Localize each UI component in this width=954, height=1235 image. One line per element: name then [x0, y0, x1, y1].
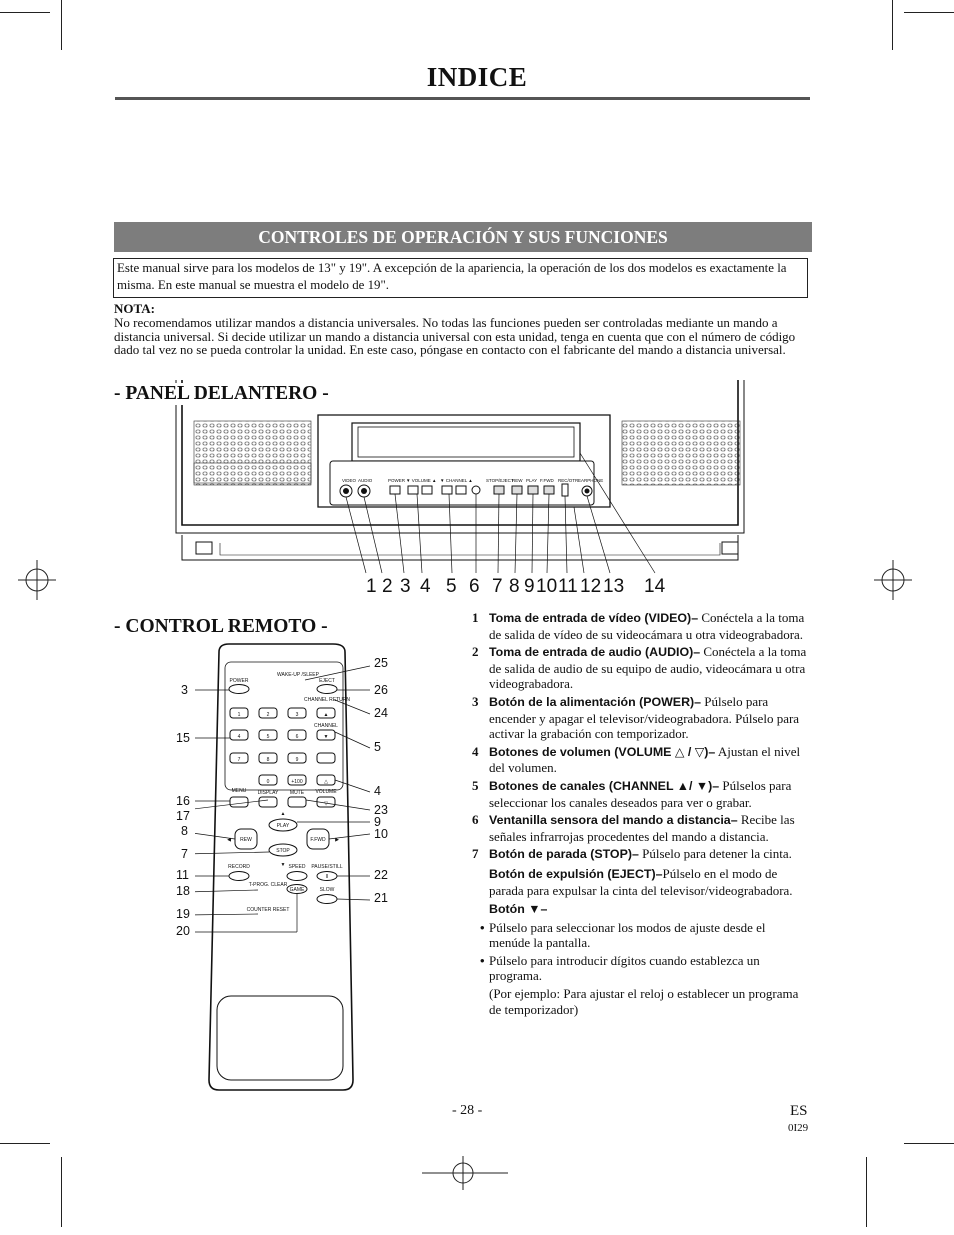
- svg-text:9: 9: [295, 757, 299, 763]
- panel-number: 3: [400, 576, 411, 597]
- remote-label-speed: SPEED: [288, 864, 306, 870]
- svg-text:▲: ▲: [323, 712, 329, 718]
- svg-text:0: 0: [266, 779, 270, 785]
- svg-text:5: 5: [266, 734, 270, 740]
- remote-number: 22: [374, 868, 388, 882]
- crop-mark: [904, 1143, 954, 1144]
- remote-number: 3: [181, 683, 188, 697]
- remote-number: 25: [374, 656, 388, 670]
- page-title: INDICE: [426, 62, 528, 92]
- remote-number: 24: [374, 706, 388, 720]
- panel-number: 5: [446, 576, 457, 597]
- list-item: 2 Toma de entrada de audio (AUDIO)– Conéctela a la toma de salida de audio de su equipo de audio, videocámara u otra videograbadora.: [472, 644, 807, 692]
- remote-heading: - CONTROL REMOTO -: [114, 616, 328, 637]
- panel-label-audio: AUDIO: [358, 478, 373, 483]
- remote-label-tprog: T-PROG. CLEAR: [248, 882, 288, 888]
- panel-label-rew: REW: [512, 478, 523, 483]
- svg-text:◀: ◀: [227, 837, 231, 843]
- svg-text:II: II: [325, 874, 329, 880]
- crop-mark: [61, 0, 62, 50]
- svg-text:3: 3: [295, 712, 299, 718]
- language-code: ES: [790, 1103, 808, 1119]
- remote-label-menu: MENU: [231, 788, 247, 794]
- panel-number: 2: [382, 576, 393, 597]
- nota-text: No recomendamos utilizar mandos a distancia universales. No todas las funciones pueden ser controladas mediante un mando a distancia universal. Si decide utilizar un mando a distancia universal con esta unidad, tenga en cuenta que con el número de código dado tal vez no se pueda controlar la unidad. En este caso, póngase en contacto con el fabricante del mando a distancia universal.: [114, 315, 796, 358]
- section-title: CONTROLES DE OPERACIÓN Y SUS FUNCIONES: [114, 222, 812, 252]
- remote-label-ffwd: F.FWD: [310, 837, 326, 843]
- example-note: (Por ejemplo: Para ajustar el reloj o establecer un programa de temporizador): [489, 986, 799, 1017]
- svg-text:▶: ▶: [335, 837, 339, 843]
- page-number: - 28 -: [452, 1103, 483, 1118]
- remote-number: 5: [374, 740, 381, 754]
- remote-number: 7: [181, 847, 188, 861]
- bullet-item: • Púlselo para introducir dígitos cuando establezca un programa.: [480, 952, 760, 984]
- list-item: 3 Botón de la alimentación (POWER)– Púlselo para encender y apagar el televisor/videograbadora. Púlselo para activar la grabación con temporizador.: [472, 693, 800, 742]
- remote-label-slow: SLOW: [319, 887, 335, 893]
- remote-number: 4: [374, 784, 381, 798]
- front-panel-illustration: [160, 375, 760, 575]
- list-item: 6 Ventanilla sensora del mando a distancia– Recibe las señales infrarrojas procedentes del mando a distancia.: [472, 812, 795, 844]
- list-item: 1 Toma de entrada de vídeo (VIDEO)– Conéctela a la toma de salida de vídeo de su videocámara u otra videograbadora.: [472, 610, 805, 642]
- remote-label-display: DISPLAY: [257, 790, 279, 796]
- crop-mark: [892, 0, 893, 50]
- remote-number: 15: [176, 731, 190, 745]
- registration-mark-left: [14, 560, 60, 600]
- remote-number: 16: [176, 794, 190, 808]
- remote-number: 10: [374, 827, 388, 841]
- remote-label-eject: EJECT: [319, 678, 335, 684]
- crop-mark: [904, 12, 954, 13]
- remote-label-counter: COUNTER RESET: [246, 907, 290, 913]
- svg-text:4: 4: [237, 734, 241, 740]
- remote-label-play: PLAY: [276, 823, 290, 829]
- remote-label-mute: MUTE: [289, 790, 305, 796]
- svg-text:▼: ▼: [323, 734, 329, 740]
- panel-label-stop-eject: STOP/EJECT: [486, 478, 514, 483]
- panel-label-power: POWER: [388, 478, 406, 483]
- panel-label-channel: ▼ CHANNEL ▲: [440, 478, 473, 483]
- panel-label-video: VIDEO: [342, 478, 357, 483]
- panel-number: 14: [644, 576, 666, 597]
- bullet-item: • Púlselo para seleccionar los modos de ajuste desde el menúde la pantalla.: [480, 919, 766, 951]
- intro-box: Este manual sirve para los modelos de 13" y 19". A excepción de la apariencia, la operación de los dos modelos es exactamente la misma. En este manual se muestra el modelo de 19".: [113, 258, 808, 298]
- remote-label-channel-return: CHANNEL RETURN: [304, 697, 350, 703]
- remote-label-wakeup: WAKE-UP /SLEEP: [277, 672, 319, 678]
- panel-label-volume: ▼ VOLUME ▲: [406, 478, 437, 483]
- panel-number: 6: [469, 576, 480, 597]
- document-code: 0I29: [788, 1122, 809, 1134]
- svg-text:8: 8: [266, 757, 270, 763]
- function-list: [472, 610, 807, 1017]
- crop-mark: [61, 1157, 62, 1227]
- svg-text:6: 6: [295, 734, 299, 740]
- panel-number: 8: [509, 576, 520, 597]
- remote-number: 23: [374, 803, 388, 817]
- remote-number: 11: [176, 868, 189, 882]
- panel-label-play: PLAY: [526, 478, 538, 483]
- remote-label-stop: STOP: [276, 848, 290, 854]
- crop-mark: [0, 12, 50, 13]
- panel-number: 7: [492, 576, 503, 597]
- panel-number: 4: [420, 576, 431, 597]
- panel-label-earphone: EARPHONE: [578, 478, 604, 483]
- front-panel-heading: - PANEL DELANTERO -: [114, 383, 335, 405]
- remote-number: 17: [176, 809, 190, 823]
- remote-number: 9: [374, 815, 381, 829]
- nota-heading: NOTA:: [114, 301, 155, 316]
- remote-label-channel: CHANNEL: [314, 723, 338, 729]
- remote-number: 26: [374, 683, 388, 697]
- remote-label-power: POWER: [229, 678, 249, 684]
- svg-text:▽: ▽: [324, 801, 328, 807]
- panel-number: 12: [580, 576, 602, 597]
- remote-number: 19: [176, 907, 190, 921]
- panel-number: 13: [603, 576, 625, 597]
- panel-label-rec: REC/OTR: [558, 478, 579, 483]
- crop-mark: [866, 1157, 867, 1227]
- remote-number: 8: [181, 824, 188, 838]
- svg-text:+100: +100: [291, 779, 303, 785]
- remote-label-pausestill: PAUSE/STILL: [311, 864, 343, 870]
- remote-number: 20: [176, 924, 190, 938]
- svg-text:1: 1: [237, 712, 241, 718]
- remote-label-record: RECORD: [228, 864, 250, 870]
- title-rule: [115, 97, 810, 100]
- panel-label-ffwd: F.FWD: [540, 478, 554, 483]
- panel-number: 9: [524, 576, 535, 597]
- panel-number: 11: [558, 576, 578, 597]
- list-item: 4 Botones de volumen (VOLUME △ / ▽)– Ajustan el nivel del volumen.: [472, 743, 801, 776]
- crop-mark: [0, 1143, 50, 1144]
- remote-number: 21: [374, 891, 388, 905]
- remote-label-game: GAME: [289, 887, 305, 893]
- panel-number: 1: [366, 576, 377, 597]
- eject-subitem: Botón de expulsión (EJECT)–Púlselo en el modo de parada para expulsar la cinta del televisor/videograbadora.: [489, 865, 793, 898]
- svg-text:7: 7: [237, 757, 241, 763]
- down-subitem: Botón ▼–: [489, 902, 548, 917]
- registration-mark-right: [870, 560, 916, 600]
- svg-text:△: △: [324, 779, 328, 785]
- remote-illustration: [195, 640, 375, 1100]
- panel-number: 10: [536, 576, 558, 597]
- svg-text:▲: ▲: [280, 811, 286, 817]
- remote-number: 18: [176, 884, 190, 898]
- list-item: 7 Botón de parada (STOP)– Púlselo para detener la cinta.: [472, 846, 792, 862]
- list-item: 5 Botones de canales (CHANNEL ▲/ ▼)– Púlselos para seleccionar los canales deseados para ver o grabar.: [472, 777, 792, 810]
- remote-label-volume: VOLUME: [315, 789, 337, 795]
- remote-label-rew: REW: [240, 837, 252, 843]
- registration-mark-bottom: [420, 1156, 510, 1192]
- svg-text:2: 2: [266, 712, 270, 718]
- svg-text:▼: ▼: [280, 862, 286, 868]
